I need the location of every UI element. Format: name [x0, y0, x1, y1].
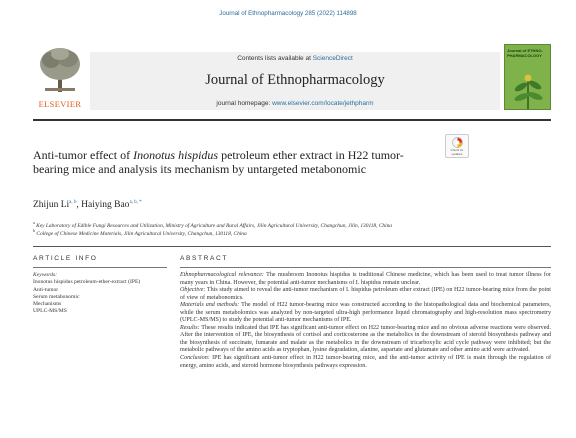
- elsevier-wordmark: ELSEVIER: [38, 100, 82, 109]
- abstract-section-text: The model of H22 tumor-bearing mice was constructed according to the histopathological data and biochemical parameters, while the serum metabolomics was analyzed by non-targeted ultra-high performance liquid chromatography and high-resolution mass spectrometry (UPLC-MS/MS) to study the potential anti-tumor mechanisms of IPE.: [180, 302, 551, 324]
- abstract-section-text: The mushroom Inonotus hispidus is traditional Chinese medicine, which has been used to treat tumor illness for many years in China. However, the potential anti-tumor mechanisms of I. hispidus remain unclear.: [180, 272, 552, 286]
- header-rule: [33, 119, 551, 121]
- sciencedirect-link[interactable]: ScienceDirect: [312, 55, 353, 62]
- affiliation-text: Key Laboratory of Edible Fungi Resources and Utilization, Ministry of Agriculture and Rural Affairs, Jilin Agricultural University, Changchun, Jilin, 130118, China: [36, 222, 393, 229]
- cover-title: Journal of ETHNO-PHARMACOLOGY: [507, 48, 543, 58]
- affiliation-b: [33, 228, 247, 237]
- section-rule: [33, 246, 551, 247]
- author-affiliation-marker[interactable]: a, b, *: [129, 200, 142, 205]
- keyword-item: Mechanisms: [33, 301, 62, 308]
- article-title: [33, 148, 433, 176]
- affiliation-mark: a: [33, 220, 35, 225]
- affiliation-mark: b: [33, 228, 35, 233]
- homepage-prefix: journal homepage:: [216, 100, 273, 107]
- abstract-paragraph: [180, 302, 551, 325]
- plant-icon: [511, 69, 545, 109]
- tree-icon: [37, 46, 83, 94]
- abstract-paragraph: [180, 325, 551, 355]
- abstract-paragraph: [180, 272, 551, 287]
- title-species: Inonotus hispidus: [133, 148, 219, 162]
- article-info-heading: ARTICLE INFO: [33, 255, 98, 262]
- abstract-section-label: Materials and methods:: [180, 302, 240, 309]
- keyword-item: Anti-tumor: [33, 286, 59, 293]
- keyword-item: Inonotus hispidus petroleum-ether-extract (IPE): [33, 279, 141, 286]
- keyword-item: Serum metabonomic: [33, 293, 80, 300]
- journal-citation[interactable]: Journal of Ethnopharmacology 285 (2022) 114898: [219, 10, 357, 17]
- author-list: Zhijun Li$^{a, b}$, Haiying Bao$^{a, b, *}$: [33, 200, 142, 211]
- title-part-1: Anti-tumor effect of: [33, 148, 134, 162]
- abstract-paragraph: [180, 287, 551, 302]
- keyword-item: UPLC-MS/MS: [33, 308, 67, 315]
- abstract-section-text: IPE has significant anti-tumor effect in H22 tumor-bearing mice, and the anti-tumor activity of IPE is main through the regulation of energy, amino acids, and steroid hormone biosynthesis pathways expression.: [180, 355, 551, 369]
- abstract-section-label: Objective:: [180, 287, 206, 294]
- journal-masthead: [33, 44, 551, 110]
- abstract-section-text: This study aimed to reveal the anti-tumor mechanism of I. hispidus petroleum ether extract (IPE) on H22 tumor-bearing mice from the point of view of metabonomics.: [180, 287, 551, 301]
- keywords-label: Keywords:: [33, 272, 58, 278]
- author-name[interactable]: Haiying Bao: [81, 200, 130, 211]
- affiliation-text: College of Chinese Medicine Materials, Jilin Agricultural University, Changchun, 130118, China: [36, 230, 247, 237]
- abstract-section-label: Ethnopharmacological relevance:: [180, 272, 264, 278]
- check-updates-icon: [452, 137, 463, 148]
- keywords-block: [33, 272, 167, 316]
- abstract-paragraph: [180, 355, 551, 370]
- abstract-body: [180, 272, 551, 370]
- title-part-2: petroleum ether extract in H22 tumor-bearing mice and analysis its mechanism by untargeted metabonomic: [33, 148, 404, 177]
- journal-homepage-link[interactable]: www.elsevier.com/locate/jethpharm: [272, 100, 374, 107]
- author-affiliation-marker[interactable]: a, b: [69, 200, 77, 205]
- contents-prefix: Contents lists available at: [237, 55, 313, 62]
- masthead-banner: [90, 52, 500, 110]
- abstract-section-label: Conclusion:: [180, 355, 210, 362]
- check-updates-label: Check for updates: [450, 148, 464, 156]
- abstract-heading: ABSTRACT: [180, 255, 228, 262]
- journal-cover[interactable]: [504, 44, 551, 110]
- contents-line: [90, 55, 500, 62]
- abstract-rule: [180, 267, 551, 268]
- abstract-section-label: Results:: [180, 324, 200, 331]
- article-info-rule: [33, 267, 167, 268]
- check-for-updates-button[interactable]: [445, 134, 469, 158]
- elsevier-logo[interactable]: [33, 44, 87, 110]
- abstract-section-text: These results indicated that IPE has significant anti-tumor effect on H22 tumor-bearing mice and no obvious adverse reactions were observed. After the intervention of IPE, the biosynthesis of cortisol and corticosterone as the metabolics in the downstream of steroid biosynthesis pathway and the biosynthesis of succinate, fumarate and malate as the metabolics in the downstream of tricarboxylic acid cycle pathway were inhibited; but the metabolic pathways of the amino acids as tryptophan, lysine degradation, alanine, aspartate and glutamate and other amino acid were activated.: [180, 324, 551, 354]
- homepage-line: [90, 100, 500, 107]
- author-name[interactable]: Zhijun Li: [33, 200, 70, 211]
- journal-title[interactable]: Journal of Ethnopharmacology: [205, 72, 385, 88]
